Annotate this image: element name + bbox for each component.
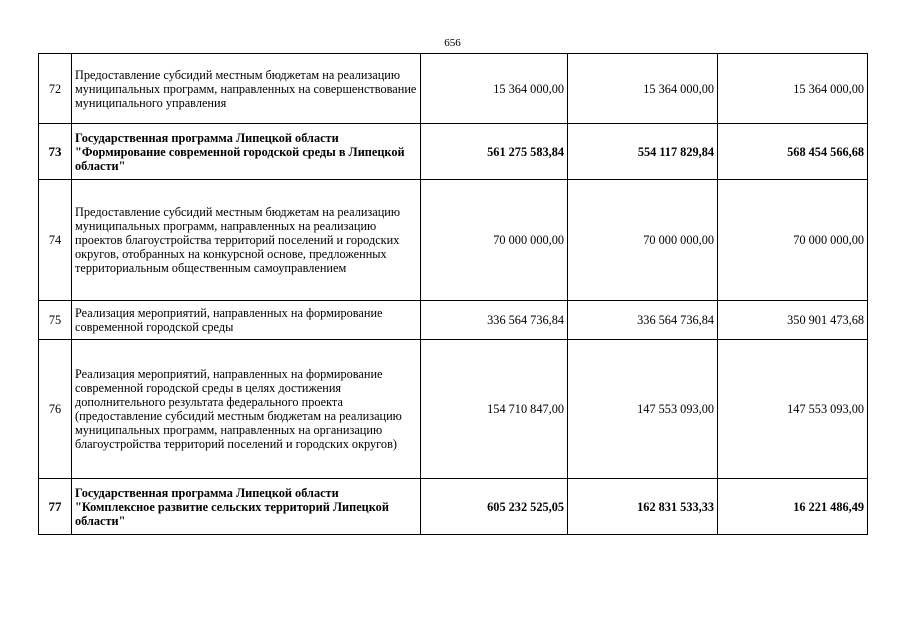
- row-description: Государственная программа Липецкой области "Формирование современной городской среды в Липецкой области": [72, 124, 421, 180]
- row-description: Реализация мероприятий, направленных на формирование современной городской среды: [72, 301, 421, 340]
- row-value-1: 336 564 736,84: [421, 301, 568, 340]
- row-value-2: 162 831 533,33: [568, 479, 718, 535]
- row-number: 73: [39, 124, 72, 180]
- table-row: [39, 124, 868, 180]
- row-value-2: 15 364 000,00: [568, 54, 718, 124]
- row-value-3: 70 000 000,00: [718, 180, 868, 301]
- table-row: [39, 340, 868, 479]
- row-number: 77: [39, 479, 72, 535]
- row-value-2: 147 553 093,00: [568, 340, 718, 479]
- row-value-2: 336 564 736,84: [568, 301, 718, 340]
- budget-table: [38, 53, 868, 535]
- row-value-3: 568 454 566,68: [718, 124, 868, 180]
- row-value-2: 554 117 829,84: [568, 124, 718, 180]
- row-value-3: 350 901 473,68: [718, 301, 868, 340]
- row-value-2: 70 000 000,00: [568, 180, 718, 301]
- row-number: 72: [39, 54, 72, 124]
- page-number: 656: [444, 37, 461, 49]
- row-value-3: 16 221 486,49: [718, 479, 868, 535]
- table-row: [39, 479, 868, 535]
- row-number: 75: [39, 301, 72, 340]
- row-value-3: 15 364 000,00: [718, 54, 868, 124]
- row-number: 76: [39, 340, 72, 479]
- row-value-1: 15 364 000,00: [421, 54, 568, 124]
- row-value-1: 561 275 583,84: [421, 124, 568, 180]
- row-description: Предоставление субсидий местным бюджетам на реализацию муниципальных программ, направленных на реализацию проектов благоустройства территорий поселений и городских округов, отобранных на конкурсной основе, предложенных территориальным общественным самоуправлением: [72, 180, 421, 301]
- row-number: 74: [39, 180, 72, 301]
- table-row: [39, 301, 868, 340]
- row-description: Реализация мероприятий, направленных на формирование современной городской среды в целях достижения дополнительного результата федерального проекта (предоставление субсидий местным бюджетам на реализацию муниципальных программ, направленных на организацию благоустройства территорий поселений и городских округов): [72, 340, 421, 479]
- row-value-3: 147 553 093,00: [718, 340, 868, 479]
- table-row: [39, 180, 868, 301]
- table-row: [39, 54, 868, 124]
- row-value-1: 605 232 525,05: [421, 479, 568, 535]
- row-value-1: 154 710 847,00: [421, 340, 568, 479]
- row-value-1: 70 000 000,00: [421, 180, 568, 301]
- row-description: Предоставление субсидий местным бюджетам на реализацию муниципальных программ, направленных на совершенствование муниципального управления: [72, 54, 421, 124]
- row-description: Государственная программа Липецкой области "Комплексное развитие сельских территорий Липецкой области": [72, 479, 421, 535]
